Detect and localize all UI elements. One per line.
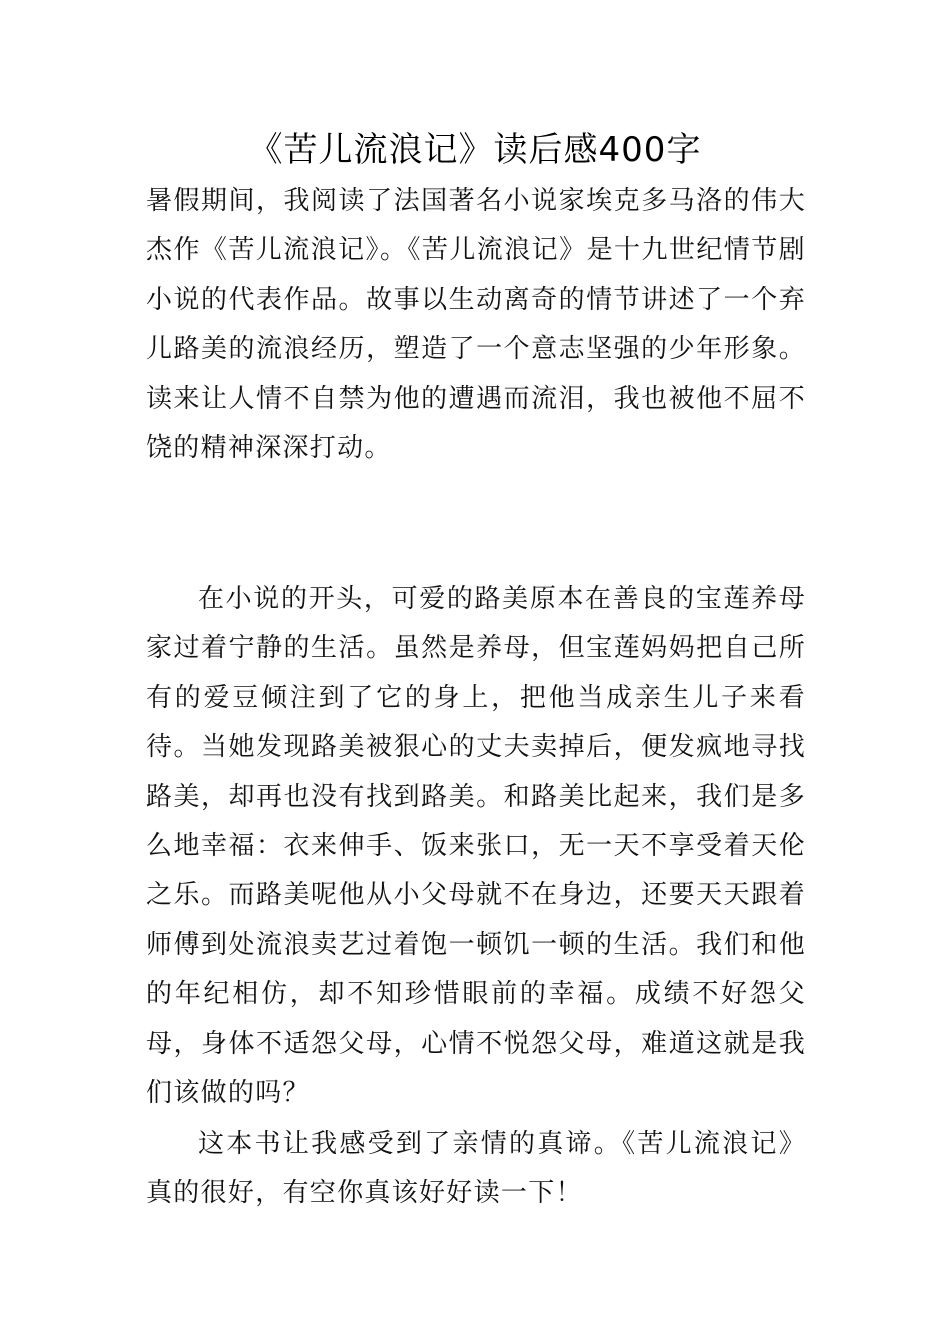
paragraph-body: 在小说的开头，可爱的路美原本在善良的宝莲养母家过着宁静的生活。虽然是养母，但宝莲妈妈把自己所有的爱豆倾注到了它的身上，把他当成亲生儿子来看待。当她发现路美被狠心的丈夫卖掉后，便发疯地寻找路美，却再也没有找到路美。和路美比起来，我们是多么地幸福：衣来伸手、饭来张口，无一天不享受着天伦之乐。而路美呢他从小父母就不在身边，还要天天跟着师傅到处流浪卖艺过着饱一顿饥一顿的生活。我们和他的年纪相仿，却不知珍惜眼前的幸福。成绩不好怨父母，身体不适怨父母，心情不悦怨父母，难道这就是我们该做的吗？ — [146, 584, 806, 1109]
document-title: 《苦儿流浪记》读后感400字 — [248, 130, 702, 170]
paragraph-conclusion: 这本书让我感受到了亲情的真谛。《苦儿流浪记》真的很好，有空你真该好好读一下！ — [146, 1129, 806, 1209]
paragraph-intro: 暑假期间，我阅读了法国著名小说家埃克多马洛的伟大杰作《苦儿流浪记》。《苦儿流浪记》是十九世纪情节剧小说的代表作品。故事以生动离奇的情节讲述了一个弃儿路美的流浪经历，塑造了一个意志坚强的少年形象。读来让人情不自禁为他的遭遇而流泪，我也被他不屈不饶的精神深深打动。 — [146, 186, 806, 464]
